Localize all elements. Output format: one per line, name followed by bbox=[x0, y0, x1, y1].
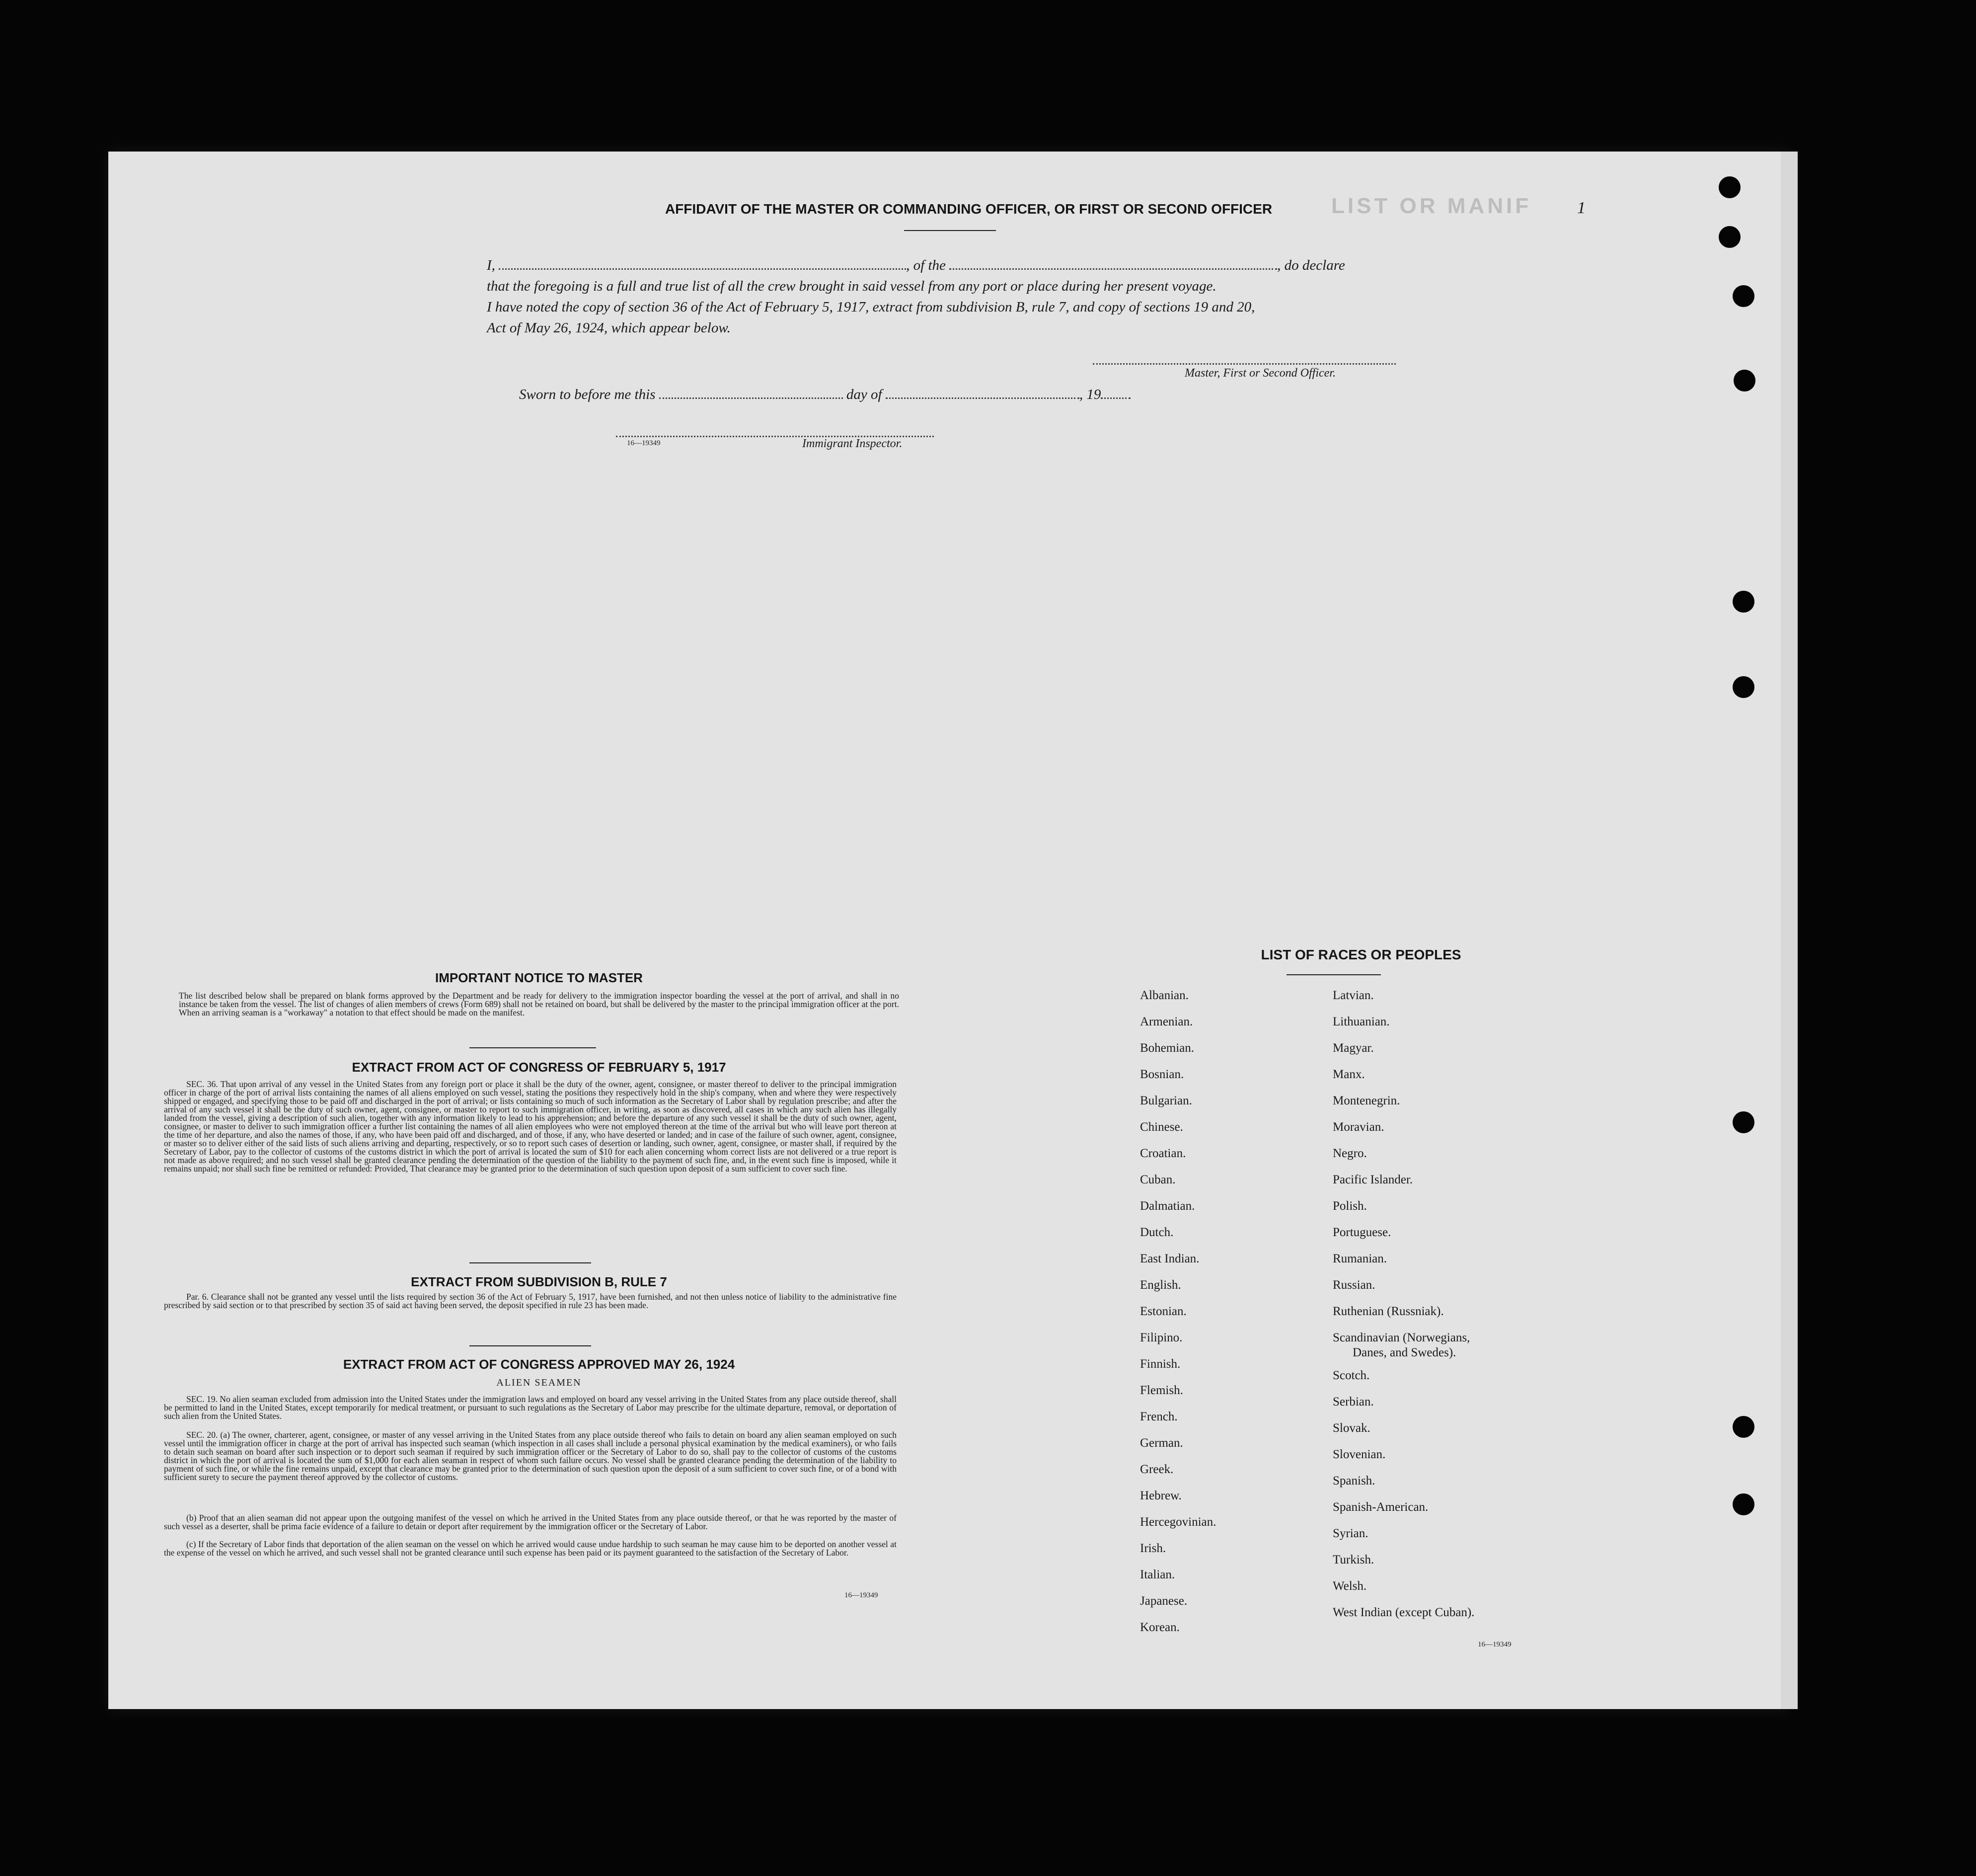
page-mark: 1 bbox=[1577, 199, 1586, 217]
sec-20a: SEC. 20. (a) The owner, charterer, agent, consignee, or master of any vessel arriving in the United States from any place outside thereof who fails to detain on board any alien seaman employed on such vessel until the immigration officer in charge at the port of arrival has inspected such seaman (which inspection in all cases shall include a personal physical examination by the medical examiners), or who fails to detain such seaman on board after such inspection or to deport such seaman if required by such immigration officer or the Secretary of Labor to do so, shall pay to the collector of customs of the customs district in which the port of arrival is located the sum of $1,000 for each alien seaman in respect of whom such failure occurs. No vessel shall be granted clearance pending the determination of the liability to payment of such fine, or while the fine remains unpaid, except that clearance may be granted prior to the determination of such question upon the deposit of a sum sufficient to cover such fine, or of a bond with sufficient surety to secure the payment thereof approved by the collector of customs. bbox=[164, 1430, 897, 1482]
notice-title: IMPORTANT NOTICE TO MASTER bbox=[435, 970, 643, 985]
affidavit-line1 bbox=[487, 257, 1421, 274]
race-item: Croatian. bbox=[1140, 1147, 1186, 1160]
bleed-through-heading: LIST OR MANIF bbox=[1331, 194, 1532, 218]
race-item: Cuban. bbox=[1140, 1173, 1176, 1186]
sec-19: SEC. 19. No alien seaman excluded from admission into the United States under the immigration laws and employed on board any vessel arriving in the United States from any place outside thereof, shall be permitted to land in the United States, except temporarily for medical treatment, or pursuant to such regulations as the Secretary of Labor may prescribe for the ultimate departure, removal, or deportation of such alien from the United States. bbox=[164, 1394, 897, 1421]
race-item: Scotch. bbox=[1333, 1369, 1370, 1382]
race-item: Ruthenian (Russniak). bbox=[1333, 1305, 1444, 1318]
race-item: Bulgarian. bbox=[1140, 1094, 1192, 1107]
vessel-blank bbox=[949, 268, 1277, 270]
affidavit-form-number: 16—19349 bbox=[627, 439, 661, 447]
race-item: French. bbox=[1140, 1410, 1178, 1423]
races-title: LIST OF RACES OR PEOPLES bbox=[1261, 947, 1461, 962]
race-item: Greek. bbox=[1140, 1463, 1174, 1476]
races-form-number: 16—19349 bbox=[1478, 1641, 1512, 1648]
punch-hole bbox=[1733, 676, 1754, 698]
affidavit-line3: I have noted the copy of section 36 of the Act of February 5, 1917, extract from subdivision B, rule 7, and copy of sections 19 and 20, bbox=[487, 299, 1255, 315]
punch-hole bbox=[1719, 226, 1741, 248]
punch-hole bbox=[1733, 1493, 1754, 1515]
race-item: Rumanian. bbox=[1333, 1252, 1387, 1265]
section-divider bbox=[469, 1345, 591, 1346]
sworn-month-blank bbox=[886, 397, 1079, 399]
punch-hole bbox=[1719, 176, 1741, 198]
race-item: Spanish-American. bbox=[1333, 1500, 1429, 1514]
race-item: Dalmatian. bbox=[1140, 1199, 1195, 1213]
subdivision-b-title: EXTRACT FROM SUBDIVISION B, RULE 7 bbox=[411, 1274, 667, 1289]
race-item: Welsh. bbox=[1333, 1579, 1367, 1593]
race-item: Flemish. bbox=[1140, 1384, 1183, 1397]
race-item: Lithuanian. bbox=[1333, 1015, 1390, 1028]
races-left-column bbox=[1140, 982, 1216, 1641]
race-item: Korean. bbox=[1140, 1621, 1180, 1634]
race-item: Armenian. bbox=[1140, 1015, 1193, 1028]
races-right-column bbox=[1333, 982, 1474, 1626]
race-item: Bosnian. bbox=[1140, 1068, 1184, 1081]
title-underline bbox=[904, 230, 996, 231]
race-item: Filipino. bbox=[1140, 1331, 1183, 1344]
race-item: Polish. bbox=[1333, 1199, 1367, 1213]
extract-1924-title: EXTRACT FROM ACT OF CONGRESS APPROVED MAY 26, 1924 bbox=[343, 1357, 735, 1372]
punch-hole bbox=[1734, 370, 1755, 391]
race-item: Hercegovinian. bbox=[1140, 1515, 1216, 1529]
race-item: Turkish. bbox=[1333, 1553, 1374, 1566]
race-item: Slovenian. bbox=[1333, 1448, 1386, 1461]
affidavit-of-the: , of the bbox=[906, 257, 946, 273]
race-item: Hebrew. bbox=[1140, 1489, 1182, 1502]
sworn-line bbox=[519, 387, 1131, 403]
sworn-day-blank bbox=[659, 397, 843, 399]
page-edge bbox=[1781, 152, 1798, 1709]
notice-body: The list described below shall be prepared on blank forms approved by the Department and be ready for delivery to the immigration inspector boarding the vessel at the port of arrival, and shall in no instance be taken from the vessel. The list of changes of alien members of crews (Form 689) shall not be retained on board, but shall be delivered by the master to the principal immigration officer at the port. When an arriving seaman is a "workaway" a notation to that effect should be made on the manifest. bbox=[179, 991, 899, 1017]
affidavit-line2: that the foregoing is a full and true list of all the crew brought in said vessel from any port or place during her present voyage. bbox=[487, 278, 1216, 294]
race-item: Danes, and Swedes). bbox=[1353, 1346, 1456, 1359]
race-item: Bohemian. bbox=[1140, 1041, 1195, 1055]
race-item: Albanian. bbox=[1140, 989, 1189, 1002]
race-item: German. bbox=[1140, 1436, 1183, 1450]
punch-hole bbox=[1733, 285, 1754, 307]
master-signature-caption: Master, First or Second Officer. bbox=[1185, 367, 1336, 380]
punch-hole bbox=[1733, 591, 1754, 613]
inspector-caption: Immigrant Inspector. bbox=[802, 437, 903, 450]
affidavit-i: I, bbox=[487, 257, 495, 273]
race-item: Portuguese. bbox=[1333, 1226, 1391, 1239]
sec-20c: (c) If the Secretary of Labor finds that deportation of the alien seaman on the vessel on which he arrived would cause undue hardship to such seaman he may cause him to be deported on another vessel at the expense of the vessel on which he arrived, and such vessel shall not be granted clearance until such expense has been paid or its payment guaranteed to the satisfaction of the Secretary of Labor. bbox=[164, 1539, 897, 1558]
affidavit-declare: , do declare bbox=[1277, 257, 1345, 273]
affidavit-title: AFFIDAVIT OF THE MASTER OR COMMANDING OFFICER, OR FIRST OR SECOND OFFICER bbox=[665, 201, 1273, 217]
race-item: Manx. bbox=[1333, 1068, 1365, 1081]
affidavit-line4: Act of May 26, 1924, which appear below. bbox=[487, 320, 731, 336]
race-item: Magyar. bbox=[1333, 1041, 1374, 1055]
race-item: Estonian. bbox=[1140, 1305, 1187, 1318]
subdivision-b-body: Par. 6. Clearance shall not be granted any vessel until the lists required by section 36 of the Act of February 5, 1917, have been furnished, and not then unless notice of liability to the administrative fine prescribed by said section or to that prescribed by section 35 of said act having been served, the deposit specified in rule 23 has been made. bbox=[164, 1292, 897, 1310]
sec-20b: (b) Proof that an alien seaman did not appear upon the outgoing manifest of the vessel on which he arrived in the United States from any place outside thereof, or that he was reported by the master of such vessel as a deserter, shall be prima facie evidence of a failure to detain or deport after requirement by the immigration officer or the Secretary of Labor. bbox=[164, 1513, 897, 1531]
race-item: Spanish. bbox=[1333, 1474, 1375, 1487]
punch-hole bbox=[1733, 1111, 1754, 1133]
race-item: Montenegrin. bbox=[1333, 1094, 1400, 1107]
sworn-year-prefix: , 19 bbox=[1079, 387, 1101, 402]
race-item: Moravian. bbox=[1333, 1120, 1384, 1134]
name-blank bbox=[499, 268, 906, 270]
sworn-year-blank bbox=[1101, 397, 1131, 399]
race-item: Negro. bbox=[1333, 1147, 1367, 1160]
race-item: West Indian (except Cuban). bbox=[1333, 1606, 1475, 1619]
sworn-text: Sworn to before me this bbox=[519, 387, 656, 402]
race-item: Russian. bbox=[1333, 1278, 1375, 1292]
race-item: Scandinavian (Norwegians, bbox=[1333, 1331, 1470, 1344]
race-item: East Indian. bbox=[1140, 1252, 1200, 1265]
race-item: Slovak. bbox=[1333, 1421, 1370, 1435]
race-item: Italian. bbox=[1140, 1568, 1175, 1581]
extract-1917-body: SEC. 36. That upon arrival of any vessel in the United States from any foreign port or place it shall be the duty of the owner, agent, consignee, or master thereof to deliver to the principal immigration officer in charge of the port of arrival lists containing the names of all aliens employed on such vessel, stating the positions they respectively hold in the ship's company, when and where they were respectively shipped or engaged, and specifying those to be paid off and discharged in the port of arrival; or lists containing so much of such information as the Secretary of Labor shall by regulation prescribe; and after the arrival of any such vessel it shall be the duty of such owner, agent, consignee, or master to report to such immigration officer, in writing, as soon as discovered, all cases in which any such alien has illegally landed from the vessel, giving a description of such alien, together with any information likely to lead to his apprehension; and before the departure of any such vessel it shall be the duty of such owner, agent, consignee, or master to deliver to such immigration officer a further list containing the names of all alien employees who were not employed thereon at the time of the arrival but who will leave port thereon at the time of her departure, and also the names of those, if any, who have been paid off and discharged, and of those, if any, who have deserted or landed; and in case of the failure of such owner, agent, consignee, or master so to deliver either of the said lists of such aliens arriving and departing, respectively, or so to report such cases of desertion or landing, such owner, agent, consignee, or master shall, if required by the Secretary of Labor, pay to the collector of customs of the customs district in which the port of arrival is located the sum of $10 for each alien concerning whom correct lists are not delivered or a true report is not made as above required; and no such vessel shall be granted clearance pending the determination of the question of the liability to the payment of such fine, and, in the event such fine is imposed, while it remains unpaid; nor shall such fine be remitted or refunded: Provided, That clearance may be granted prior to the determination of such question upon deposit of a sum sufficient to cover such fine. bbox=[164, 1079, 897, 1173]
race-item: Serbian. bbox=[1333, 1395, 1374, 1408]
sworn-day-of: day of bbox=[846, 387, 882, 402]
section-divider bbox=[469, 1047, 596, 1048]
race-item: Pacific Islander. bbox=[1333, 1173, 1413, 1186]
master-signature-line bbox=[1093, 363, 1396, 365]
race-item: Irish. bbox=[1140, 1542, 1166, 1555]
race-item: Dutch. bbox=[1140, 1226, 1174, 1239]
alien-seamen-subtitle: ALIEN SEAMEN bbox=[496, 1377, 582, 1388]
races-title-underline bbox=[1287, 974, 1381, 975]
extract-form-number: 16—19349 bbox=[844, 1591, 878, 1599]
race-item: Syrian. bbox=[1333, 1527, 1368, 1540]
race-item: English. bbox=[1140, 1278, 1181, 1292]
section-divider bbox=[469, 1262, 591, 1263]
extract-1917-title: EXTRACT FROM ACT OF CONGRESS OF FEBRUARY 5, 1917 bbox=[352, 1060, 726, 1075]
race-item: Chinese. bbox=[1140, 1120, 1183, 1134]
race-item: Latvian. bbox=[1333, 989, 1374, 1002]
race-item: Finnish. bbox=[1140, 1357, 1181, 1371]
punch-hole bbox=[1733, 1416, 1754, 1438]
race-item: Japanese. bbox=[1140, 1594, 1188, 1608]
